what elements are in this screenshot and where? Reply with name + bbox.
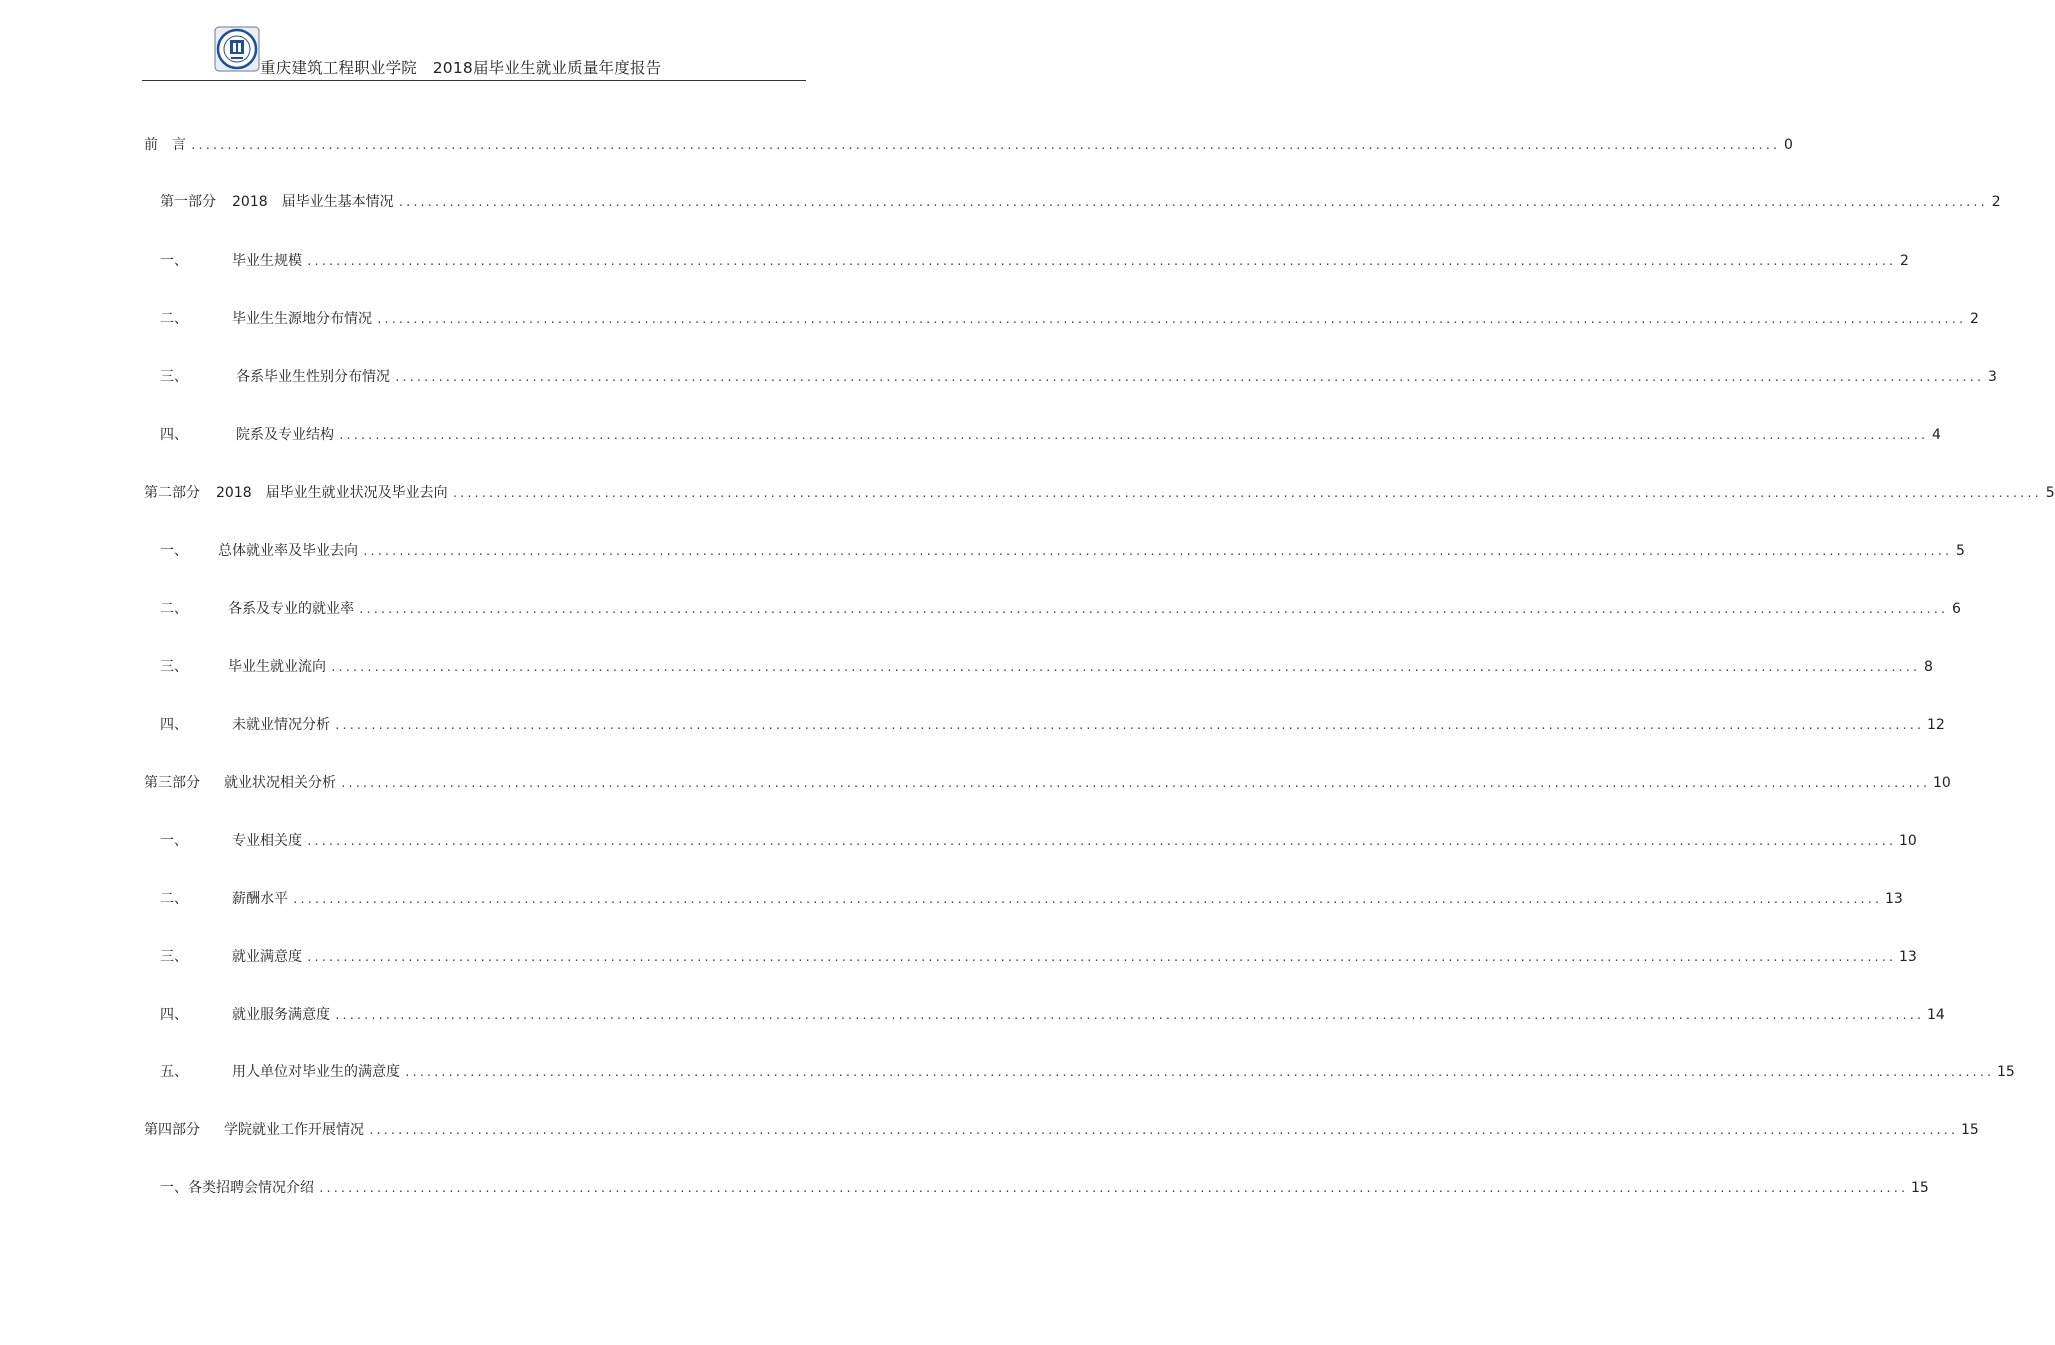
toc-leader-dots: ............................................................................................................................................................................................................................ [394, 371, 1983, 384]
toc-entry-page: 4 [1932, 427, 1941, 443]
toc-entry-label [160, 250, 302, 270]
toc-entry-page: 10 [1898, 833, 1917, 849]
toc-entry-title: 各系及专业的就业率 [228, 601, 354, 617]
toc-entry-label [160, 1004, 330, 1024]
toc-leader-dots: ............................................................................................................................................................................................................................ [190, 139, 1779, 152]
toc-entry-page: 10 [1932, 775, 1951, 791]
toc-entry[interactable] [160, 308, 1979, 328]
toc-entry-label [144, 772, 336, 792]
toc-entry-label [160, 830, 302, 850]
toc-entry-label [160, 714, 330, 734]
toc-entry-title: 毕业生就业流向 [228, 659, 326, 675]
toc-entry-page: 5 [2045, 485, 2055, 501]
school-seal-icon [214, 26, 260, 72]
toc-entry-page: 2 [1970, 311, 1979, 327]
toc-leader-dots: ............................................................................................................................................................................................................................ [362, 545, 1951, 558]
toc-entry[interactable] [160, 656, 1933, 676]
toc-entry-page: 2 [1991, 194, 2001, 210]
toc-entry-label [160, 598, 354, 618]
toc-entry[interactable] [144, 772, 1951, 792]
toc-entry[interactable] [144, 134, 1793, 154]
toc-entry[interactable] [144, 482, 2055, 502]
toc-entry-title: 专业相关度 [232, 833, 302, 849]
toc-entry[interactable] [144, 1119, 1979, 1139]
toc-entry-title: 未就业情况分析 [232, 717, 330, 733]
toc-entry-label [160, 1061, 400, 1081]
toc-leader-dots: ............................................................................................................................................................................................................................ [334, 1009, 1923, 1022]
toc-entry-page: 2 [1900, 253, 1909, 269]
toc-entry-number: 三、 [160, 659, 188, 675]
toc-entry-number: 第三部分 [144, 775, 200, 791]
toc-entry-page: 15 [1910, 1180, 1929, 1196]
toc-entry-label [160, 424, 334, 444]
toc-entry-title: 毕业生规模 [232, 253, 302, 269]
toc-entry-number: 三、 [160, 949, 188, 965]
page-header [142, 26, 806, 81]
header-title: 重庆建筑工程职业学院 2018届毕业生就业质量年度报告 [260, 59, 662, 77]
toc-leader-dots: ............................................................................................................................................................................................................................ [404, 1066, 1993, 1079]
toc-leader-dots: ............................................................................................................................................................................................................................ [306, 255, 1895, 268]
toc-entry[interactable] [160, 424, 1941, 444]
toc-entry-page: 3 [1988, 369, 1997, 385]
toc-entry-number: 第四部分 [144, 1122, 200, 1138]
toc-entry-page: 15 [1960, 1122, 1979, 1138]
toc-entry-page: 0 [1784, 137, 1793, 153]
toc-entry-label [144, 1119, 364, 1139]
toc-entry-title: 2018 届毕业生就业状况及毕业去向 [216, 485, 448, 501]
toc-leader-dots: ............................................................................................................................................................................................................................ [338, 429, 1927, 442]
toc-entry[interactable] [160, 366, 1997, 386]
toc-entry-label [160, 656, 326, 676]
toc-entry-label [144, 482, 448, 502]
toc-entry-number: 二、 [160, 891, 188, 907]
toc-entry-number: 一、 [160, 253, 188, 269]
toc-leader-dots: ............................................................................................................................................................................................................................ [358, 603, 1947, 616]
toc-entry-number: 一、 [160, 543, 188, 559]
toc-entry-label [160, 540, 358, 560]
toc-entry-label [144, 134, 186, 154]
toc-entry-number: 四、 [160, 717, 188, 733]
toc-entry[interactable] [160, 540, 1965, 560]
toc-entry-title: 院系及专业结构 [236, 427, 334, 443]
toc-leader-dots: ............................................................................................................................................................................................................................ [340, 777, 1929, 790]
toc-entry-page: 13 [1884, 891, 1903, 907]
toc-entry-label [160, 1177, 314, 1197]
toc-entry-number: 一、 [160, 833, 188, 849]
toc-entry-number: 四、 [160, 427, 188, 443]
toc-entry-number: 五、 [160, 1064, 188, 1080]
toc-leader-dots: ............................................................................................................................................................................................................................ [376, 313, 1965, 326]
toc-entry-number: 二、 [160, 311, 188, 327]
toc-entry-title: 总体就业率及毕业去向 [218, 543, 358, 559]
toc-leader-dots: ............................................................................................................................................................................................................................ [397, 196, 1987, 209]
toc-leader-dots: ............................................................................................................................................................................................................................ [318, 1182, 1907, 1195]
toc-entry-title: 就业服务满意度 [232, 1007, 330, 1023]
toc-entry[interactable] [160, 1004, 1945, 1024]
toc-entry-number: 第一部分 [160, 194, 216, 210]
toc-entry-page: 8 [1924, 659, 1933, 675]
toc-entry-number: 四、 [160, 1007, 188, 1023]
toc-entry[interactable] [160, 250, 1909, 270]
toc-entry-label [160, 946, 302, 966]
toc-entry-number: 二、 [160, 601, 188, 617]
toc-entry[interactable] [160, 888, 1903, 908]
toc-leader-dots: ............................................................................................................................................................................................................................ [306, 835, 1895, 848]
toc-leader-dots: ............................................................................................................................................................................................................................ [330, 661, 1919, 674]
toc-entry-label [160, 366, 390, 386]
toc-entry-title: 毕业生生源地分布情况 [232, 311, 372, 327]
toc-leader-dots: ............................................................................................................................................................................................................................ [451, 487, 2041, 500]
toc-entry[interactable] [160, 946, 1917, 966]
toc-entry-number: 第二部分 [144, 485, 200, 501]
toc-leader-dots: ............................................................................................................................................................................................................................ [306, 951, 1895, 964]
toc-entry-page: 14 [1926, 1007, 1945, 1023]
toc-leader-dots: ............................................................................................................................................................................................................................ [292, 893, 1881, 906]
toc-entry-number: 三、 [160, 369, 188, 385]
toc-entry[interactable] [160, 191, 2001, 211]
toc-entry-title: 2018 届毕业生基本情况 [232, 194, 394, 210]
toc-leader-dots: ............................................................................................................................................................................................................................ [334, 719, 1923, 732]
toc-entry-label [160, 308, 372, 328]
toc-entry-number: 前 言 [144, 137, 186, 153]
toc-entry-title: 各系毕业生性别分布情况 [236, 369, 390, 385]
toc-entry-label [160, 888, 288, 908]
toc-entry-title: 学院就业工作开展情况 [224, 1122, 364, 1138]
toc-leader-dots: ............................................................................................................................................................................................................................ [368, 1124, 1957, 1137]
toc-entry-page: 5 [1956, 543, 1965, 559]
toc-entry-title: 薪酬水平 [232, 891, 288, 907]
toc-entry-page: 15 [1996, 1064, 2015, 1080]
toc-entry-title: 用人单位对毕业生的满意度 [232, 1064, 400, 1080]
toc-entry-page: 6 [1952, 601, 1961, 617]
toc-entry[interactable] [160, 598, 1961, 618]
toc-entry-page: 13 [1898, 949, 1917, 965]
toc-entry[interactable] [160, 1177, 1929, 1197]
toc-entry[interactable] [160, 830, 1917, 850]
toc-entry-number: 一、各类招聘会情况介绍 [160, 1180, 314, 1196]
toc-entry-label [160, 191, 394, 211]
toc-entry-title: 就业状况相关分析 [224, 775, 336, 791]
toc-entry-title: 就业满意度 [232, 949, 302, 965]
toc-entry-page: 12 [1926, 717, 1945, 733]
toc-entry[interactable] [160, 714, 1945, 734]
toc-entry[interactable] [160, 1061, 2015, 1081]
